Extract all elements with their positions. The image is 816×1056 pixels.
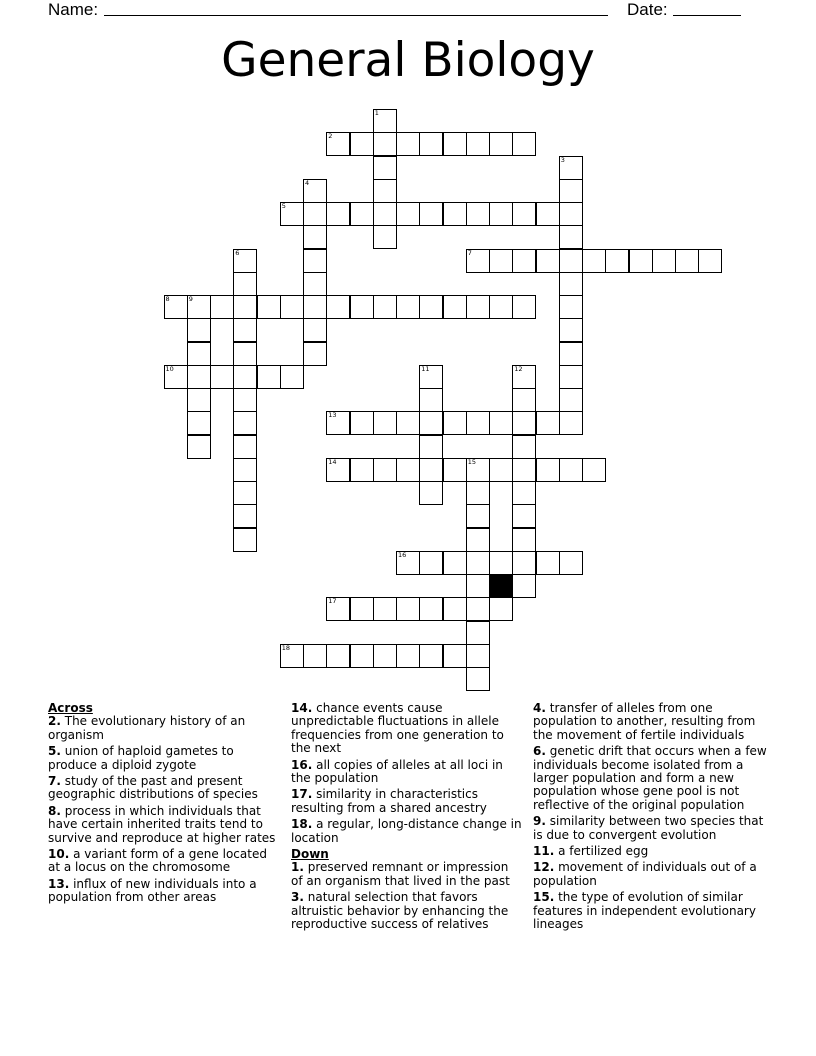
crossword-cell[interactable]: [466, 597, 490, 621]
crossword-cell[interactable]: [489, 295, 513, 319]
clue-item-text: union of haploid gametes to produce a diploid zygote: [48, 744, 234, 772]
crossword-cell[interactable]: [605, 249, 629, 273]
crossword-cell[interactable]: [466, 202, 490, 226]
blocked-cell: [489, 574, 513, 598]
clue-item-text: a regular, long-distance change in location: [291, 817, 522, 845]
crossword-cell[interactable]: [443, 411, 467, 435]
crossword-cell[interactable]: [419, 202, 443, 226]
across-heading: Across: [48, 701, 93, 715]
clue-item: [48, 775, 282, 802]
crossword-cell[interactable]: [233, 481, 257, 505]
crossword-cell[interactable]: [419, 551, 443, 575]
crossword-cell[interactable]: [559, 318, 583, 342]
crossword-cell[interactable]: [350, 644, 374, 668]
crossword-cell[interactable]: [582, 458, 606, 482]
crossword-cell[interactable]: [326, 644, 350, 668]
crossword-cell[interactable]: [303, 295, 327, 319]
crossword-cell[interactable]: [559, 342, 583, 366]
crossword-cell[interactable]: [443, 551, 467, 575]
crossword-cell[interactable]: [443, 458, 467, 482]
crossword-cell[interactable]: [373, 597, 397, 621]
clue-item: [533, 745, 773, 812]
clue-item-number: 15.: [533, 890, 555, 905]
clue-number: 9: [188, 295, 193, 303]
crossword-cell[interactable]: [373, 109, 397, 133]
clue-item: [533, 891, 773, 931]
crossword-cell[interactable]: [536, 458, 560, 482]
crossword-cell[interactable]: [512, 504, 536, 528]
clue-item-number: 3.: [291, 890, 304, 905]
crossword-cell[interactable]: [187, 411, 211, 435]
clue-number: 5: [281, 202, 286, 210]
crossword-cell[interactable]: [350, 295, 374, 319]
crossword-cell[interactable]: [512, 249, 536, 273]
crossword-cell[interactable]: [419, 132, 443, 156]
crossword-cell[interactable]: [396, 202, 420, 226]
crossword-cell[interactable]: [512, 411, 536, 435]
clue-item: [291, 861, 523, 888]
clue-item-text: preserved remnant or impression of an organism that lived in the past: [291, 860, 510, 888]
crossword-cell[interactable]: [466, 411, 490, 435]
clue-item: [48, 878, 282, 905]
clue-number: 7: [467, 248, 472, 257]
clue-number: 11: [421, 364, 430, 373]
crossword-cell[interactable]: [443, 132, 467, 156]
clue-item-text: The evolutionary history of an organism: [48, 714, 246, 742]
crossword-cell[interactable]: [559, 156, 583, 180]
crossword-cell[interactable]: [512, 528, 536, 552]
crossword-cell[interactable]: [536, 202, 560, 226]
clue-item-number: 10.: [48, 847, 70, 862]
crossword-cell[interactable]: [466, 528, 490, 552]
crossword-cell[interactable]: [512, 365, 536, 389]
clue-item-number: 17.: [291, 787, 313, 802]
clue-item-number: 7.: [48, 774, 61, 789]
crossword-cell[interactable]: [233, 318, 257, 342]
clue-item-number: 9.: [533, 814, 546, 829]
crossword-cell[interactable]: [466, 574, 490, 598]
name-label: Name:: [48, 0, 99, 19]
crossword-cell[interactable]: [396, 132, 420, 156]
crossword-cell[interactable]: [419, 365, 443, 389]
clue-item-text: chance events cause unpredictable fluctuations in allele frequencies from one generation to the next: [291, 701, 504, 756]
crossword-cell[interactable]: [350, 597, 374, 621]
clue-item: [533, 845, 773, 858]
crossword-cell[interactable]: [210, 365, 234, 389]
clue-number: 2: [328, 132, 333, 141]
crossword-cell[interactable]: [466, 458, 490, 482]
crossword-cell[interactable]: [373, 295, 397, 319]
clue-number: 15: [467, 457, 477, 466]
crossword-cell[interactable]: [489, 249, 513, 273]
clue-item-number: 1.: [291, 860, 304, 875]
clue-item-number: 5.: [48, 744, 61, 759]
crossword-cell[interactable]: [326, 202, 350, 226]
clue-item-text: influx of new individuals into a population from other areas: [48, 876, 257, 905]
crossword-cell[interactable]: [303, 644, 327, 668]
clue-item-text: transfer of alleles from one population to another, resulting from the movement of fertile individuals: [533, 701, 756, 742]
clue-item: [291, 702, 523, 756]
clue-item: [48, 848, 282, 875]
crossword-cell[interactable]: [350, 411, 374, 435]
clue-item-number: 8.: [48, 803, 61, 818]
clue-item: [291, 759, 523, 786]
crossword-cell[interactable]: [187, 342, 211, 366]
clue-item-number: 4.: [533, 701, 546, 715]
crossword-cell[interactable]: [698, 249, 722, 273]
clue-number: 14: [328, 457, 337, 466]
crossword-cell[interactable]: [419, 458, 443, 482]
clue-item-text: a fertilized egg: [558, 844, 649, 859]
crossword-cell[interactable]: [512, 295, 536, 319]
clue-item-number: 13.: [48, 876, 70, 891]
crossword-cell[interactable]: [233, 458, 257, 482]
crossword-cell[interactable]: [512, 481, 536, 505]
clue-number: 1: [374, 109, 379, 117]
crossword-cell[interactable]: [536, 551, 560, 575]
crossword-cell[interactable]: [350, 132, 374, 156]
crossword-cell[interactable]: [396, 295, 420, 319]
crossword-cell[interactable]: [443, 202, 467, 226]
clue-item-text: natural selection that favors altruistic behavior by enhancing the reproductive success of relatives: [291, 890, 509, 932]
clue-number: 16: [398, 550, 407, 559]
crossword-cell[interactable]: [536, 249, 560, 273]
clue-item-text: similarity between two species that is due to convergent evolution: [533, 814, 764, 842]
clue-item: [291, 818, 523, 845]
crossword-cell[interactable]: [419, 388, 443, 412]
crossword-cell[interactable]: [280, 644, 304, 668]
crossword-cell[interactable]: [489, 411, 513, 435]
crossword-cell[interactable]: [512, 132, 536, 156]
clue-number: 8: [165, 295, 170, 303]
clue-number: 13: [328, 411, 337, 420]
page-title: General Biology: [221, 33, 595, 88]
crossword-cell[interactable]: [489, 132, 513, 156]
crossword-cell[interactable]: [582, 249, 606, 273]
crossword-cell[interactable]: [512, 202, 536, 226]
clue-column-2: [291, 702, 523, 935]
crossword-cell[interactable]: [257, 365, 281, 389]
crossword-cell[interactable]: [210, 295, 234, 319]
crossword-cell[interactable]: [326, 597, 350, 621]
crossword-cell[interactable]: [233, 388, 257, 412]
crossword-cell[interactable]: [326, 458, 350, 482]
clue-item-text: study of the past and present geographic distributions of species: [48, 774, 258, 802]
clue-item: [48, 805, 282, 845]
crossword-cell[interactable]: [559, 411, 583, 435]
crossword-cell[interactable]: [396, 551, 420, 575]
crossword-cell[interactable]: [466, 295, 490, 319]
crossword-cell[interactable]: [303, 342, 327, 366]
clue-number: 10: [165, 364, 174, 373]
crossword-cell[interactable]: [466, 481, 490, 505]
crossword-cell[interactable]: [466, 621, 490, 645]
crossword-cell[interactable]: [233, 504, 257, 528]
clue-item: [291, 788, 523, 815]
crossword-cell[interactable]: [396, 644, 420, 668]
crossword-cell[interactable]: [303, 272, 327, 296]
clue-column-1: [48, 702, 282, 908]
crossword-cell[interactable]: [233, 249, 257, 273]
crossword-cell[interactable]: [187, 318, 211, 342]
crossword-cell[interactable]: [489, 458, 513, 482]
crossword-cell[interactable]: [280, 365, 304, 389]
crossword-cell[interactable]: [373, 644, 397, 668]
clue-number: 17: [328, 597, 337, 606]
crossword-cell[interactable]: [233, 365, 257, 389]
crossword-cell[interactable]: [326, 295, 350, 319]
crossword-cell[interactable]: [466, 249, 490, 273]
clue-item: [291, 891, 523, 931]
crossword-cell[interactable]: [489, 202, 513, 226]
crossword-cell[interactable]: [233, 411, 257, 435]
crossword-cell[interactable]: [373, 225, 397, 249]
clue-item: [533, 702, 773, 742]
clue-item-text: the type of evolution of similar features in independent evolutionary lineages: [533, 890, 756, 932]
crossword-cell[interactable]: [559, 225, 583, 249]
crossword-cell[interactable]: [373, 156, 397, 180]
crossword-cell[interactable]: [443, 644, 467, 668]
crossword-cell[interactable]: [629, 249, 653, 273]
clue-item-number: 18.: [291, 817, 313, 832]
crossword-cell[interactable]: [233, 435, 257, 459]
crossword-cell[interactable]: [466, 644, 490, 668]
crossword-cell[interactable]: [419, 435, 443, 459]
clue-number: 6: [235, 248, 240, 257]
crossword-cell[interactable]: [326, 411, 350, 435]
crossword-cell[interactable]: [373, 411, 397, 435]
crossword-cell[interactable]: [373, 179, 397, 203]
crossword-cell[interactable]: [303, 179, 327, 203]
crossword-cell[interactable]: [419, 481, 443, 505]
crossword-cell[interactable]: [396, 411, 420, 435]
crossword-cell[interactable]: [303, 202, 327, 226]
clue-number: 3: [560, 155, 565, 164]
crossword-cell[interactable]: [443, 295, 467, 319]
clue-item: [533, 815, 773, 842]
clue-item-text: similarity in characteristics resulting from a shared ancestry: [291, 787, 487, 815]
crossword-cell[interactable]: [350, 202, 374, 226]
crossword-cell[interactable]: [419, 411, 443, 435]
crossword-cell[interactable]: [559, 365, 583, 389]
crossword-cell[interactable]: [396, 458, 420, 482]
clue-item-number: 2.: [48, 714, 61, 729]
crossword-cell[interactable]: [257, 295, 281, 319]
crossword-cell[interactable]: [233, 342, 257, 366]
crossword-cell[interactable]: [326, 132, 350, 156]
down-heading: Down: [291, 847, 329, 862]
crossword-cell[interactable]: [652, 249, 676, 273]
crossword-cell[interactable]: [373, 202, 397, 226]
crossword-cell[interactable]: [675, 249, 699, 273]
crossword-cell[interactable]: [233, 528, 257, 552]
crossword-cell[interactable]: [466, 551, 490, 575]
clue-number: 12: [514, 364, 523, 373]
crossword-cell[interactable]: [559, 202, 583, 226]
crossword-cell[interactable]: [536, 411, 560, 435]
clue-item-number: 14.: [291, 701, 313, 715]
clue-item: [533, 861, 773, 888]
crossword-cell[interactable]: [233, 295, 257, 319]
crossword-cell[interactable]: [187, 435, 211, 459]
crossword-cell[interactable]: [303, 225, 327, 249]
crossword-cell[interactable]: [559, 249, 583, 273]
crossword-cell[interactable]: [350, 458, 374, 482]
crossword-cell[interactable]: [489, 597, 513, 621]
clue-item-text: a variant form of a gene located at a locus on the chromosome: [48, 847, 267, 875]
clue-item-text: genetic drift that occurs when a few individuals become isolated from a larger population and form a new population whose gene pool is not reflective of the original population: [533, 744, 767, 812]
crossword-cell[interactable]: [559, 458, 583, 482]
crossword-cell[interactable]: [559, 388, 583, 412]
crossword-cell[interactable]: [466, 132, 490, 156]
clue-item-number: 12.: [533, 860, 555, 875]
crossword-cell[interactable]: [419, 295, 443, 319]
crossword-cell[interactable]: [512, 458, 536, 482]
clue-number: 18: [281, 643, 291, 652]
clue-column-3: [533, 702, 773, 935]
crossword-cell[interactable]: [512, 574, 536, 598]
crossword-cell[interactable]: [280, 202, 304, 226]
clue-item-text: all copies of alleles at all loci in the population: [291, 757, 503, 786]
crossword-cell[interactable]: [187, 365, 211, 389]
crossword-cell[interactable]: [466, 667, 490, 691]
clue-item: [48, 715, 282, 742]
crossword-cell[interactable]: [187, 388, 211, 412]
clue-item-text: movement of individuals out of a population: [533, 860, 757, 888]
crossword-cell[interactable]: [164, 295, 188, 319]
date-label: Date:: [627, 0, 668, 19]
clue-item-number: 16.: [291, 757, 313, 772]
crossword-cell[interactable]: [303, 318, 327, 342]
crossword-cell[interactable]: [396, 597, 420, 621]
crossword-cell[interactable]: [443, 597, 467, 621]
crossword-cell[interactable]: [512, 435, 536, 459]
crossword-cell[interactable]: [559, 551, 583, 575]
crossword-cell[interactable]: [187, 295, 211, 319]
clue-number: 4: [305, 178, 310, 187]
clue-item-text: process in which individuals that have certain inherited traits tend to survive and reproduce at higher rates: [48, 803, 276, 845]
crossword-cell[interactable]: [489, 551, 513, 575]
crossword-cell[interactable]: [373, 458, 397, 482]
crossword-cell[interactable]: [559, 295, 583, 319]
crossword-cell[interactable]: [559, 179, 583, 203]
clue-item-number: 11.: [533, 844, 555, 859]
crossword-cell[interactable]: [512, 551, 536, 575]
crossword-cell[interactable]: [419, 597, 443, 621]
crossword-cell[interactable]: [233, 272, 257, 296]
clue-item-number: 6.: [533, 744, 546, 759]
crossword-cell[interactable]: [303, 249, 327, 273]
crossword-cell[interactable]: [164, 365, 188, 389]
crossword-cell[interactable]: [466, 504, 490, 528]
crossword-cell[interactable]: [373, 132, 397, 156]
clue-item: [48, 745, 282, 772]
crossword-cell[interactable]: [280, 295, 304, 319]
crossword-cell[interactable]: [512, 388, 536, 412]
crossword-cell[interactable]: [419, 644, 443, 668]
crossword-cell[interactable]: [559, 272, 583, 296]
